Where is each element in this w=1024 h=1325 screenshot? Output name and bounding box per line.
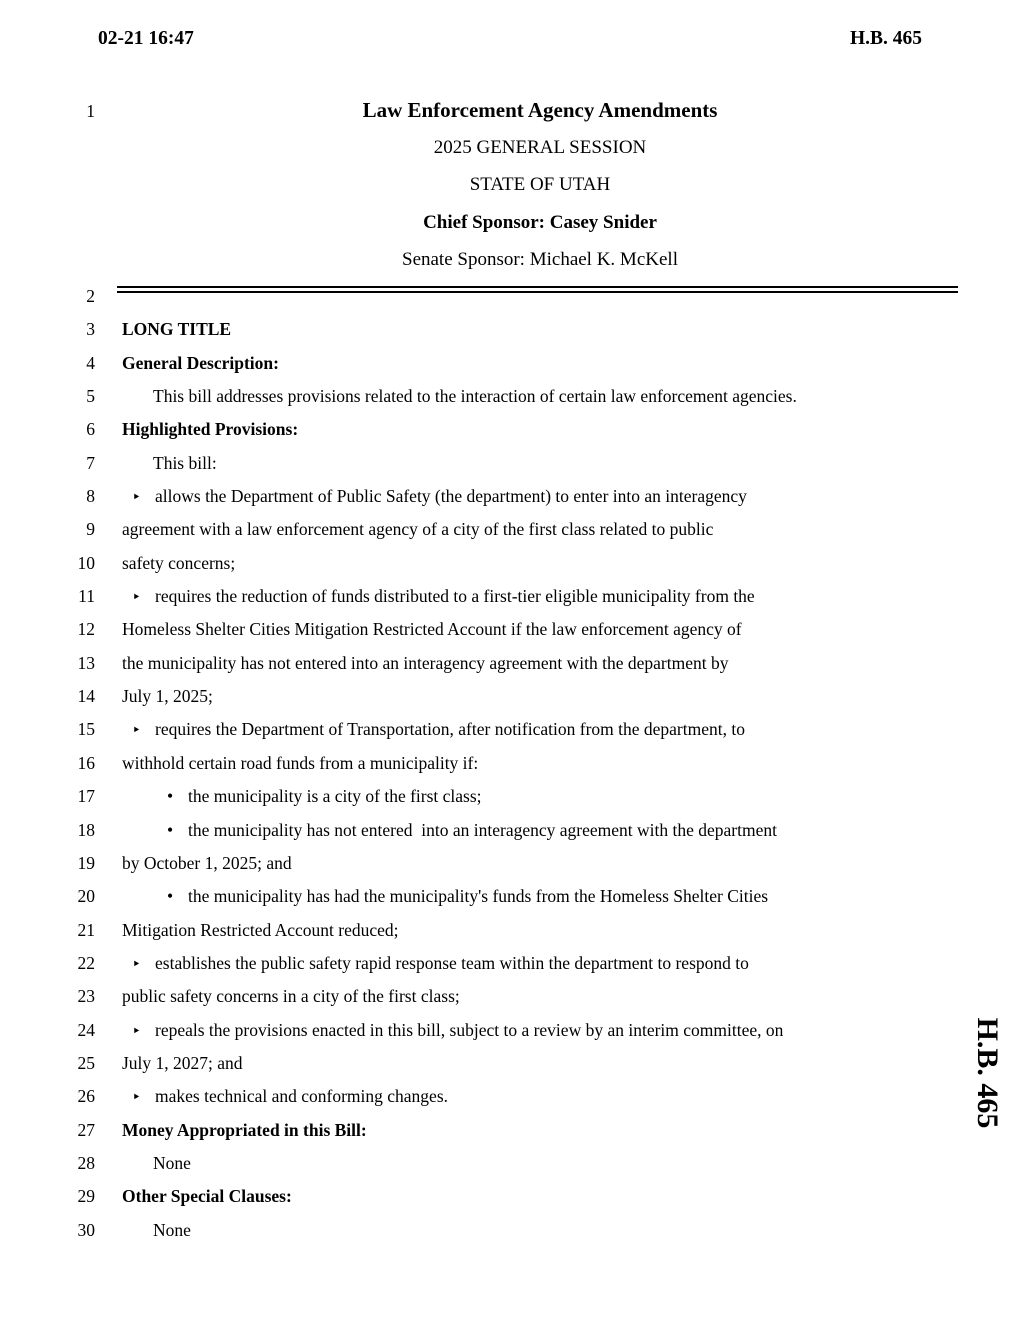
line-content xyxy=(95,680,1024,713)
bill-line xyxy=(0,947,1024,980)
dot-bullet-icon: • xyxy=(167,786,174,807)
line-number: 5 xyxy=(86,386,95,407)
line-number: 17 xyxy=(77,786,95,807)
line-text: July 1, 2027; and xyxy=(122,1052,243,1073)
line-number: 19 xyxy=(77,852,95,873)
line-text: None xyxy=(153,1219,191,1240)
line-content xyxy=(95,980,1024,1013)
line-content xyxy=(95,1014,1024,1048)
arrow-bullet-icon: ‣ xyxy=(132,488,141,507)
line-number: 20 xyxy=(77,886,95,907)
line-text: requires the reduction of funds distributed to a first-tier eligible municipality from the xyxy=(155,586,755,607)
line-content xyxy=(95,747,1024,780)
bill-line xyxy=(0,814,1024,847)
line-number: 30 xyxy=(77,1219,95,1240)
dot-bullet-icon: • xyxy=(167,886,174,907)
header-bill-number: H.B. 465 xyxy=(849,28,922,49)
line-content xyxy=(95,380,1024,413)
line-text: July 1, 2025; xyxy=(122,686,213,707)
line-text: LONG TITLE xyxy=(122,319,232,340)
line-text: makes technical and conforming changes. xyxy=(155,1086,449,1107)
bill-line xyxy=(0,780,1024,813)
line-number: 29 xyxy=(77,1186,95,1207)
line-text: withhold certain road funds from a municipality if: xyxy=(122,752,479,773)
line-text: establishes the public safety rapid response team within the department to respond to xyxy=(155,952,749,973)
arrow-bullet-icon: ‣ xyxy=(132,954,141,973)
line-text: allows the Department of Public Safety (the department) to enter into an interagency xyxy=(155,486,747,507)
line-text: the municipality is a city of the first class; xyxy=(188,786,482,807)
line-content xyxy=(95,947,1024,981)
line-number: 18 xyxy=(77,819,95,840)
bill-line xyxy=(0,713,1024,746)
bill-line xyxy=(0,613,1024,646)
state-line: STATE OF UTAH xyxy=(469,174,611,196)
line-number: 6 xyxy=(86,419,95,440)
running-header xyxy=(98,28,922,50)
line-text: Mitigation Restricted Account reduced; xyxy=(122,919,399,940)
line-content xyxy=(95,1180,1024,1213)
bill-line xyxy=(0,547,1024,580)
bill-line xyxy=(0,380,1024,413)
bill-line xyxy=(0,480,1024,513)
header-timestamp: 02-21 16:47 xyxy=(98,28,194,49)
state-row xyxy=(0,166,1024,203)
line-content xyxy=(95,313,1024,346)
line-number: 26 xyxy=(77,1086,95,1107)
line-content xyxy=(95,413,1024,446)
bill-line xyxy=(0,580,1024,613)
line-content xyxy=(95,780,1024,813)
line-text: by October 1, 2025; and xyxy=(122,852,292,873)
bill-line xyxy=(0,513,1024,546)
line-content xyxy=(95,347,1024,380)
line-text: This bill: xyxy=(153,452,217,473)
arrow-bullet-icon: ‣ xyxy=(132,1021,141,1040)
senate-sponsor-line: Senate Sponsor: Michael K. McKell xyxy=(402,248,678,270)
bill-line xyxy=(0,347,1024,380)
line-number: 14 xyxy=(77,686,95,707)
dot-bullet-icon: • xyxy=(167,819,174,840)
line-content xyxy=(95,1080,1024,1114)
bill-line xyxy=(0,1214,1024,1247)
bill-line xyxy=(0,647,1024,680)
line-number: 7 xyxy=(86,452,95,473)
bill-line xyxy=(0,1047,1024,1080)
line-number: 25 xyxy=(77,1052,95,1073)
arrow-bullet-icon: ‣ xyxy=(132,721,141,740)
line-number: 8 xyxy=(86,486,95,507)
line-number: 21 xyxy=(77,919,95,940)
bill-line xyxy=(0,1014,1024,1047)
line-number: 9 xyxy=(86,519,95,540)
line-number: 23 xyxy=(77,986,95,1007)
bill-line xyxy=(0,413,1024,446)
bill-line xyxy=(0,914,1024,947)
line-number: 16 xyxy=(77,752,95,773)
line-number: 1 xyxy=(86,101,95,121)
line-content xyxy=(95,647,1024,680)
line-text: Homeless Shelter Cities Mitigation Restricted Account if the law enforcement agency of xyxy=(122,619,742,640)
session-row xyxy=(0,129,1024,166)
bill-line xyxy=(0,747,1024,780)
bill-line xyxy=(0,1114,1024,1147)
line-content xyxy=(95,513,1024,546)
line-content xyxy=(95,1114,1024,1147)
line-number: 27 xyxy=(77,1119,95,1140)
bill-line xyxy=(0,680,1024,713)
line-number: 3 xyxy=(86,319,95,340)
line-content xyxy=(95,713,1024,747)
line-content xyxy=(95,580,1024,614)
line-content xyxy=(95,447,1024,480)
line-text: Other Special Clauses: xyxy=(122,1186,292,1207)
chief-sponsor-line: Chief Sponsor: Casey Snider xyxy=(423,211,657,233)
session-line: 2025 GENERAL SESSION xyxy=(433,137,647,159)
line-number: 13 xyxy=(77,652,95,673)
line-text: This bill addresses provisions related to the interaction of certain law enforcement agencies. xyxy=(153,386,797,407)
line-text: agreement with a law enforcement agency of a city of the first class related to public xyxy=(122,519,714,540)
line-text: requires the Department of Transportation, after notification from the department, to xyxy=(155,719,745,740)
line-number: 11 xyxy=(78,586,95,607)
bill-line xyxy=(0,847,1024,880)
arrow-bullet-icon: ‣ xyxy=(132,588,141,607)
bill-line xyxy=(0,447,1024,480)
line-text: Money Appropriated in this Bill: xyxy=(122,1119,367,1140)
line-number: 12 xyxy=(77,619,95,640)
bill-line xyxy=(0,1080,1024,1113)
bill-line xyxy=(0,1180,1024,1213)
line-number: 28 xyxy=(77,1152,95,1173)
line-content xyxy=(95,914,1024,947)
line-number: 4 xyxy=(86,352,95,373)
senate-sponsor-row xyxy=(0,241,1024,278)
line-content xyxy=(95,880,1024,913)
title-block xyxy=(0,92,1024,278)
line-number: 15 xyxy=(77,719,95,740)
sidebar-bill-number: H.B. 465 xyxy=(971,1017,1004,1129)
line-number: 24 xyxy=(77,1019,95,1040)
line-content xyxy=(95,1214,1024,1247)
numbered-lines xyxy=(0,280,1024,1247)
title-row xyxy=(0,92,1024,129)
line-number: 22 xyxy=(77,952,95,973)
line-content xyxy=(95,1047,1024,1080)
line-text: None xyxy=(153,1152,191,1173)
line-content xyxy=(95,613,1024,646)
line-content xyxy=(95,480,1024,514)
bill-line xyxy=(0,280,1024,313)
bill-line xyxy=(0,313,1024,346)
chief-sponsor-row xyxy=(0,204,1024,241)
bill-title: Law Enforcement Agency Amendments xyxy=(362,98,718,122)
line-number: 2 xyxy=(86,286,95,306)
line-content xyxy=(95,847,1024,880)
line-content xyxy=(95,814,1024,847)
line-number: 10 xyxy=(77,552,95,573)
line-text: the municipality has not entered into an interagency agreement with the department xyxy=(188,819,777,840)
line-text: Highlighted Provisions: xyxy=(122,419,299,440)
line-text: repeals the provisions enacted in this bill, subject to a review by an interim committee, on xyxy=(155,1019,784,1040)
line-text: General Description: xyxy=(122,352,279,373)
line-content xyxy=(95,547,1024,580)
line-text: safety concerns; xyxy=(122,552,236,573)
line-content xyxy=(95,1147,1024,1180)
separator-double-rule xyxy=(117,286,958,293)
bill-line xyxy=(0,1147,1024,1180)
arrow-bullet-icon: ‣ xyxy=(132,1088,141,1107)
bill-line xyxy=(0,980,1024,1013)
line-text: the municipality has had the municipality's funds from the Homeless Shelter Cities xyxy=(188,886,769,907)
line-text: the municipality has not entered into an interagency agreement with the department by xyxy=(122,652,729,673)
line-text: public safety concerns in a city of the first class; xyxy=(122,986,460,1007)
bill-line xyxy=(0,880,1024,913)
